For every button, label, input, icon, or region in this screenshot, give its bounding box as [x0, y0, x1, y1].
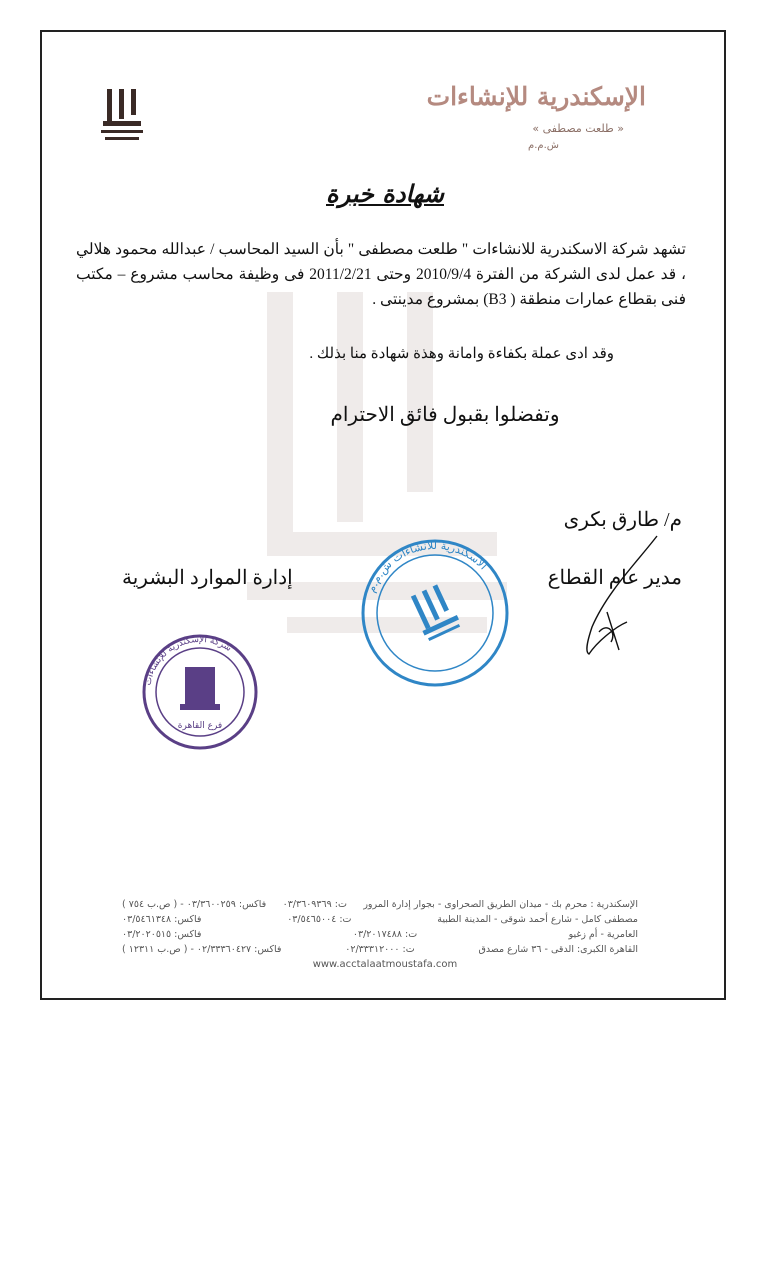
footer-phone: ت: ٠٢/٣٣٣١٢٠٠٠ — [345, 944, 415, 955]
talaat-moustafa-logo-icon — [97, 87, 147, 147]
footer-website: www.acctalaatmoustafa.com — [312, 959, 458, 970]
footer-row — [42, 897, 726, 912]
company-logo — [97, 87, 147, 151]
certificate-statement: وقد ادى عملة بكفاءة وامانة وهذة شهادة منا بذلك . — [309, 346, 614, 362]
signer-title: مدير عام القطاع — [547, 567, 682, 589]
purple-stamp-ring-text: شركة الإسكندرية للإنشاءات — [143, 634, 234, 687]
blue-stamp-ring-text: الاسكندرية للانشاءات ش.م.م — [364, 538, 490, 595]
footer-address: القاهرة الكبرى: الدقى - ٣٦ شارع مصدق — [478, 944, 638, 955]
certificate-paragraph: تشهد شركة الاسكندرية للانشاءات " طلعت مصطفى " بأن السيد المحاسب / عبدالله محمود هلالي ، قد عمل لدى الشركة من الفترة 2010/9/4 وحتى 2011/2/21 فى وظيفة محاسب مشروع – مكتب فنى بقطاع عمارات منطقة ( B3) بمشروع مدينتى . — [76, 241, 686, 308]
company-seal-icon — [407, 582, 462, 642]
footer-fax: فاكس: ٠٣/٢٠٢٠٥١٥ — [122, 929, 202, 940]
document-title: شهادة خبرة — [326, 180, 444, 208]
company-subtitle: « طلعت مصطفى » — [532, 122, 624, 135]
footer-address: مصطفى كامل - شارع أحمد شوقى - المدينة الطبية — [437, 914, 638, 925]
footer-fax: فاكس: ٠٣/٣٦٠٠٢٥٩ - ( ص.ب ٧٥٤ ) — [122, 899, 267, 910]
certificate-page — [40, 30, 726, 1000]
building-seal-icon — [180, 667, 220, 710]
blue-company-stamp — [360, 538, 510, 688]
footer-row — [42, 942, 726, 957]
footer-phone: ت: ٠٣/٥٤٦٥٠٠٤ — [287, 914, 352, 925]
purple-stamp-branch: فرع القاهرة — [177, 721, 223, 731]
certificate-body — [76, 237, 686, 312]
purple-company-stamp — [140, 632, 260, 752]
closing-line: وتفضلوا بقبول فائق الاحترام — [330, 404, 560, 426]
footer-fax: فاكس: ٠٢/٣٣٣٦٠٤٢٧ - ( ص.ب ١٢٣١١ ) — [122, 944, 282, 955]
signer-name: م/ طارق بكرى — [563, 509, 682, 531]
footer-fax: فاكس: ٠٣/٥٤٦١٣٤٨ — [122, 914, 202, 925]
company-name: الإسكندرية للإنشاءات — [426, 82, 646, 111]
footer-row — [42, 912, 726, 927]
handwritten-signature — [537, 532, 677, 662]
footer-phone: ت: ٠٣/٢٠١٧٤٨٨ — [352, 929, 418, 940]
footer-phone: ت: ٠٣/٣٦٠٩٣٦٩ — [282, 899, 347, 910]
footer — [42, 897, 726, 970]
company-type: ش.م.م — [528, 140, 559, 151]
footer-address: الإسكندرية : محرم بك - ميدان الطريق الصحراوى - بجوار إدارة المرور — [363, 899, 638, 910]
footer-address: العامرية - أم زغيو — [568, 929, 638, 940]
hr-department: إدارة الموارد البشرية — [122, 567, 293, 589]
footer-row — [42, 927, 726, 942]
